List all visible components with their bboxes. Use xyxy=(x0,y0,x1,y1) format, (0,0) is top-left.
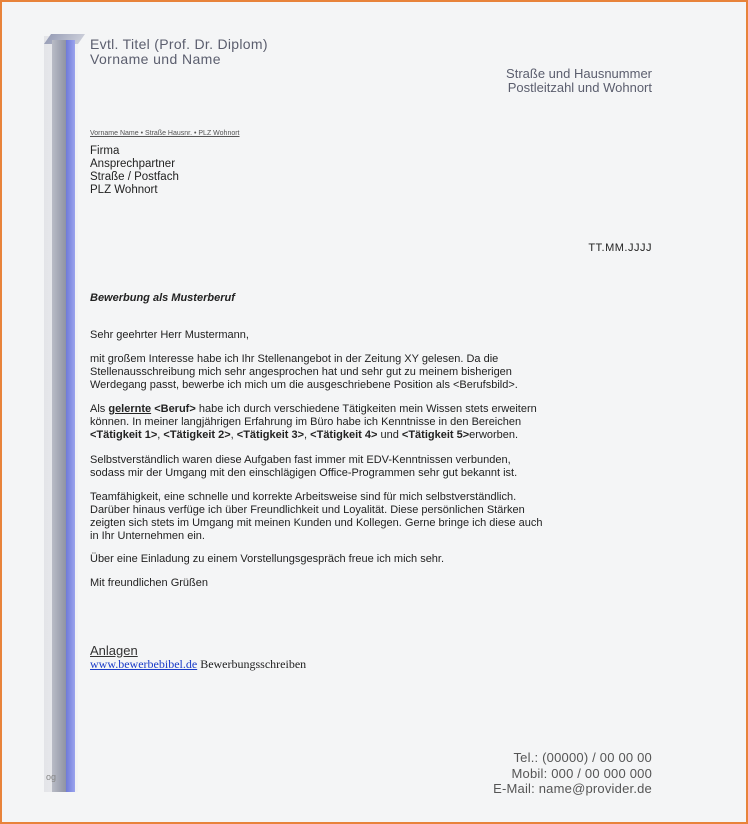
contact-email: E-Mail: name@provider.de xyxy=(493,781,652,796)
placeholder-taetigkeit-3: <Tätigkeit 3> xyxy=(236,429,305,441)
weblink-line xyxy=(90,657,306,672)
recipient-street: Straße / Postfach xyxy=(90,171,179,183)
sender-name: Vorname und Name xyxy=(90,51,221,67)
paragraph-line: in Ihr Unternehmen ein. xyxy=(90,530,205,542)
sender-city: Postleitzahl und Wohnort xyxy=(507,80,652,95)
text-segment: , xyxy=(230,429,237,441)
paragraph-line: sodass mir der Umgang mit den einschlägigen Office-Programmen sehr gut bekannt ist. xyxy=(90,467,518,479)
website-link[interactable]: www.bewerbebibel.de xyxy=(90,657,198,671)
closing xyxy=(90,577,652,590)
text-segment: und xyxy=(377,429,402,441)
paragraph-line: Teamfähigkeit, eine schnelle und korrekte Arbeitsweise sind für mich selbstverständlich. xyxy=(90,491,517,503)
paragraph-1 xyxy=(90,353,652,392)
salutation xyxy=(90,329,652,342)
return-address-line: Vorname Name • Straße Hausnr. • PLZ Wohnort xyxy=(90,130,240,137)
paragraph-line: Stellenausschreibung mich sehr angesprochen hat und sehr gut zu meinem bisherigen xyxy=(90,366,512,378)
sender-street: Straße und Hausnummer xyxy=(506,66,652,81)
paragraph-line: Über eine Einladung zu einem Vorstellungsgespräch freue ich mich sehr. xyxy=(90,553,445,565)
paragraph-line: können. In meiner langjährigen Erfahrung im Büro habe ich Kenntnisse in den Bereichen xyxy=(90,416,522,428)
paragraph-line: Werdegang passt, bewerbe ich mich um die ausgeschriebene Position als <Berufsbild>. xyxy=(90,379,518,391)
text-segment: habe ich durch verschiedene Tätigkeiten mein Wissen stets erweitern xyxy=(195,403,537,415)
paragraph-2 xyxy=(90,403,652,442)
sender-title: Evtl. Titel (Prof. Dr. Diplom) xyxy=(90,36,268,52)
text-segment: Als xyxy=(90,403,109,415)
decorative-bar-blue xyxy=(66,40,75,792)
closing-text: Mit freundlichen Grüßen xyxy=(90,577,208,589)
paragraph-line xyxy=(90,429,652,442)
recipient-contact: Ansprechpartner xyxy=(90,158,176,170)
placeholder-taetigkeit-4: <Tätigkeit 4> xyxy=(310,429,378,441)
paragraph-line xyxy=(90,403,652,416)
paragraph-4 xyxy=(90,491,652,543)
recipient-city: PLZ Wohnort xyxy=(90,184,158,196)
decorative-bar-gray xyxy=(52,40,66,792)
letter-page xyxy=(80,30,676,806)
paragraph-line: Darüber hinaus verfüge ich über Freundlichkeit und Loyalität. Diese persönlichen Stärken xyxy=(90,504,525,516)
recipient-company: Firma xyxy=(90,145,120,157)
emphasis-gelernte: gelernte xyxy=(108,403,152,415)
contact-phone: Tel.: (00000) / 00 00 00 xyxy=(513,750,652,765)
paragraph-line: zeigten sich stets im Umgang mit meinen Kunden und Kollegen. Gerne bringe ich diese auch xyxy=(90,517,543,529)
letter-subject: Bewerbung als Musterberuf xyxy=(90,292,235,304)
salutation-text: Sehr geehrter Herr Mustermann, xyxy=(90,329,249,341)
placeholder-beruf: <Beruf> xyxy=(151,403,196,415)
text-segment: erworben. xyxy=(469,429,519,441)
letter-date: TT.MM.JJJJ xyxy=(588,242,652,254)
corner-mark: og xyxy=(46,772,57,782)
contact-mobile: Mobil: 000 / 00 000 000 xyxy=(511,766,652,781)
paragraph-line: Selbstverständlich waren diese Aufgaben fast immer mit EDV-Kenntnissen verbunden, xyxy=(90,454,511,466)
text-segment: , xyxy=(157,429,164,441)
attachments-label: Anlagen xyxy=(90,643,138,658)
paragraph-3 xyxy=(90,454,652,480)
placeholder-taetigkeit-2: <Tätigkeit 2> xyxy=(163,429,231,441)
text-segment: , xyxy=(304,429,311,441)
paragraph-line: mit großem Interesse habe ich Ihr Stellenangebot in der Zeitung XY gelesen. Da die xyxy=(90,353,499,365)
placeholder-taetigkeit-5: <Tätigkeit 5> xyxy=(401,429,470,441)
weblink-suffix: Bewerbungsschreiben xyxy=(197,657,307,671)
placeholder-taetigkeit-1: <Tätigkeit 1> xyxy=(90,429,158,441)
paragraph-5 xyxy=(90,553,652,566)
